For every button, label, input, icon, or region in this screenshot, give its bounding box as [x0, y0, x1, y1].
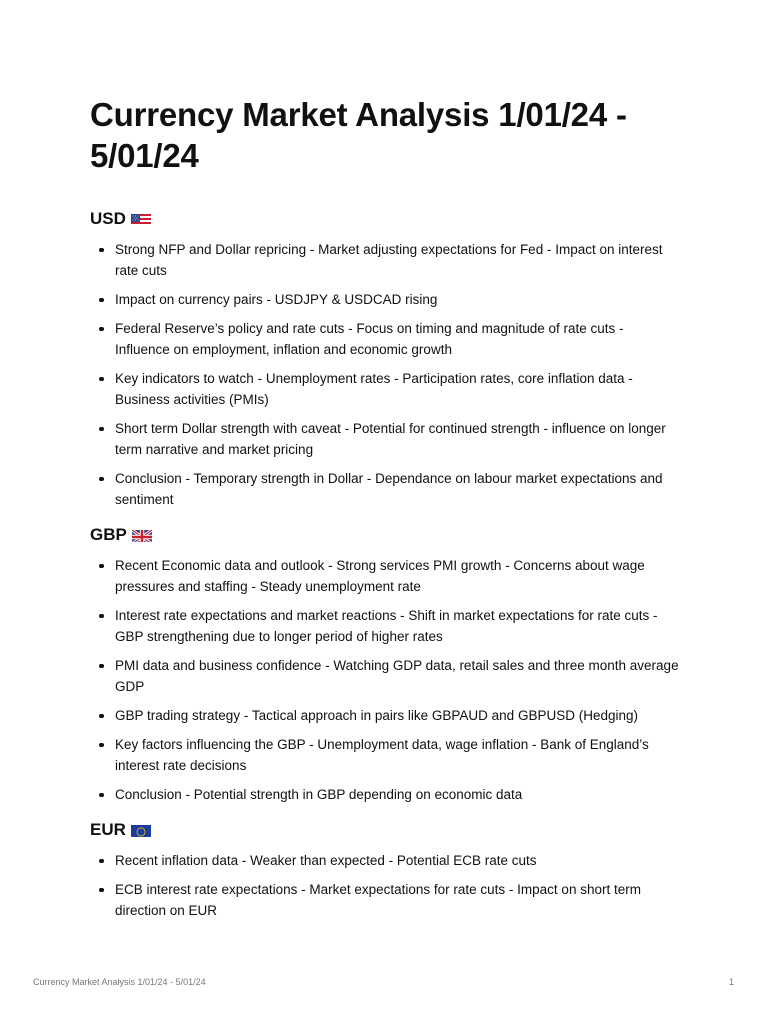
list-item: GBP trading strategy - Tactical approach in pairs like GBPAUD and GBPUSD (Hedging)	[90, 705, 680, 726]
section-gbp	[90, 524, 680, 805]
list-item: Interest rate expectations and market reactions - Shift in market expectations for rate cuts - GBP strengthening due to longer period of higher rates	[90, 605, 680, 647]
uk-flag-icon	[132, 528, 152, 542]
list-item: Conclusion - Temporary strength in Dollar - Dependance on labour market expectations and sentiment	[90, 468, 680, 510]
list-item: Strong NFP and Dollar repricing - Market adjusting expectations for Fed - Impact on interest rate cuts	[90, 239, 680, 281]
bullet-list	[90, 850, 680, 921]
list-item: Short term Dollar strength with caveat - Potential for continued strength - influence on longer term narrative and market pricing	[90, 418, 680, 460]
bullet-icon	[99, 888, 104, 893]
list-item: Conclusion - Potential strength in GBP depending on economic data	[90, 784, 680, 805]
bullet-icon	[99, 298, 104, 303]
bullet-icon	[99, 377, 104, 382]
eu-flag-icon	[131, 823, 151, 837]
footer-title: Currency Market Analysis 1/01/24 - 5/01/24	[33, 977, 206, 987]
section-heading	[90, 819, 680, 841]
section-heading	[90, 208, 680, 230]
bullet-icon	[99, 714, 104, 719]
bullet-icon	[99, 564, 104, 569]
footer-page-number: 1	[728, 977, 734, 987]
bullet-list	[90, 239, 680, 510]
list-item: Impact on currency pairs - USDJPY & USDCAD rising	[90, 289, 680, 310]
list-item: ECB interest rate expectations - Market expectations for rate cuts - Impact on short term direction on EUR	[90, 879, 680, 921]
bullet-list	[90, 555, 680, 805]
document-page	[90, 94, 680, 935]
section-heading-label: USD	[90, 209, 126, 228]
bullet-icon	[99, 859, 104, 864]
bullet-icon	[99, 477, 104, 482]
section-heading-label: EUR	[90, 820, 126, 839]
list-item: Key factors influencing the GBP - Unemployment data, wage inflation - Bank of England’s interest rate decisions	[90, 734, 680, 776]
bullet-icon	[99, 793, 104, 798]
bullet-icon	[99, 614, 104, 619]
list-item: Recent inflation data - Weaker than expected - Potential ECB rate cuts	[90, 850, 680, 871]
bullet-icon	[99, 248, 104, 253]
list-item: Key indicators to watch - Unemployment rates - Participation rates, core inflation data - Business activities (PMIs)	[90, 368, 680, 410]
section-heading-label: GBP	[90, 525, 127, 544]
list-item: PMI data and business confidence - Watching GDP data, retail sales and three month average GDP	[90, 655, 680, 697]
section-heading	[90, 524, 680, 546]
page-title: Currency Market Analysis 1/01/24 - 5/01/24	[90, 96, 627, 174]
bullet-icon	[99, 743, 104, 748]
bullet-icon	[99, 427, 104, 432]
us-flag-icon	[131, 212, 151, 226]
bullet-icon	[99, 664, 104, 669]
list-item: Federal Reserve’s policy and rate cuts - Focus on timing and magnitude of rate cuts - Influence on employment, inflation and economic growth	[90, 318, 680, 360]
list-item: Recent Economic data and outlook - Strong services PMI growth - Concerns about wage pressures and staffing - Steady unemployment rate	[90, 555, 680, 597]
section-usd	[90, 208, 680, 510]
section-eur	[90, 819, 680, 921]
bullet-icon	[99, 327, 104, 332]
